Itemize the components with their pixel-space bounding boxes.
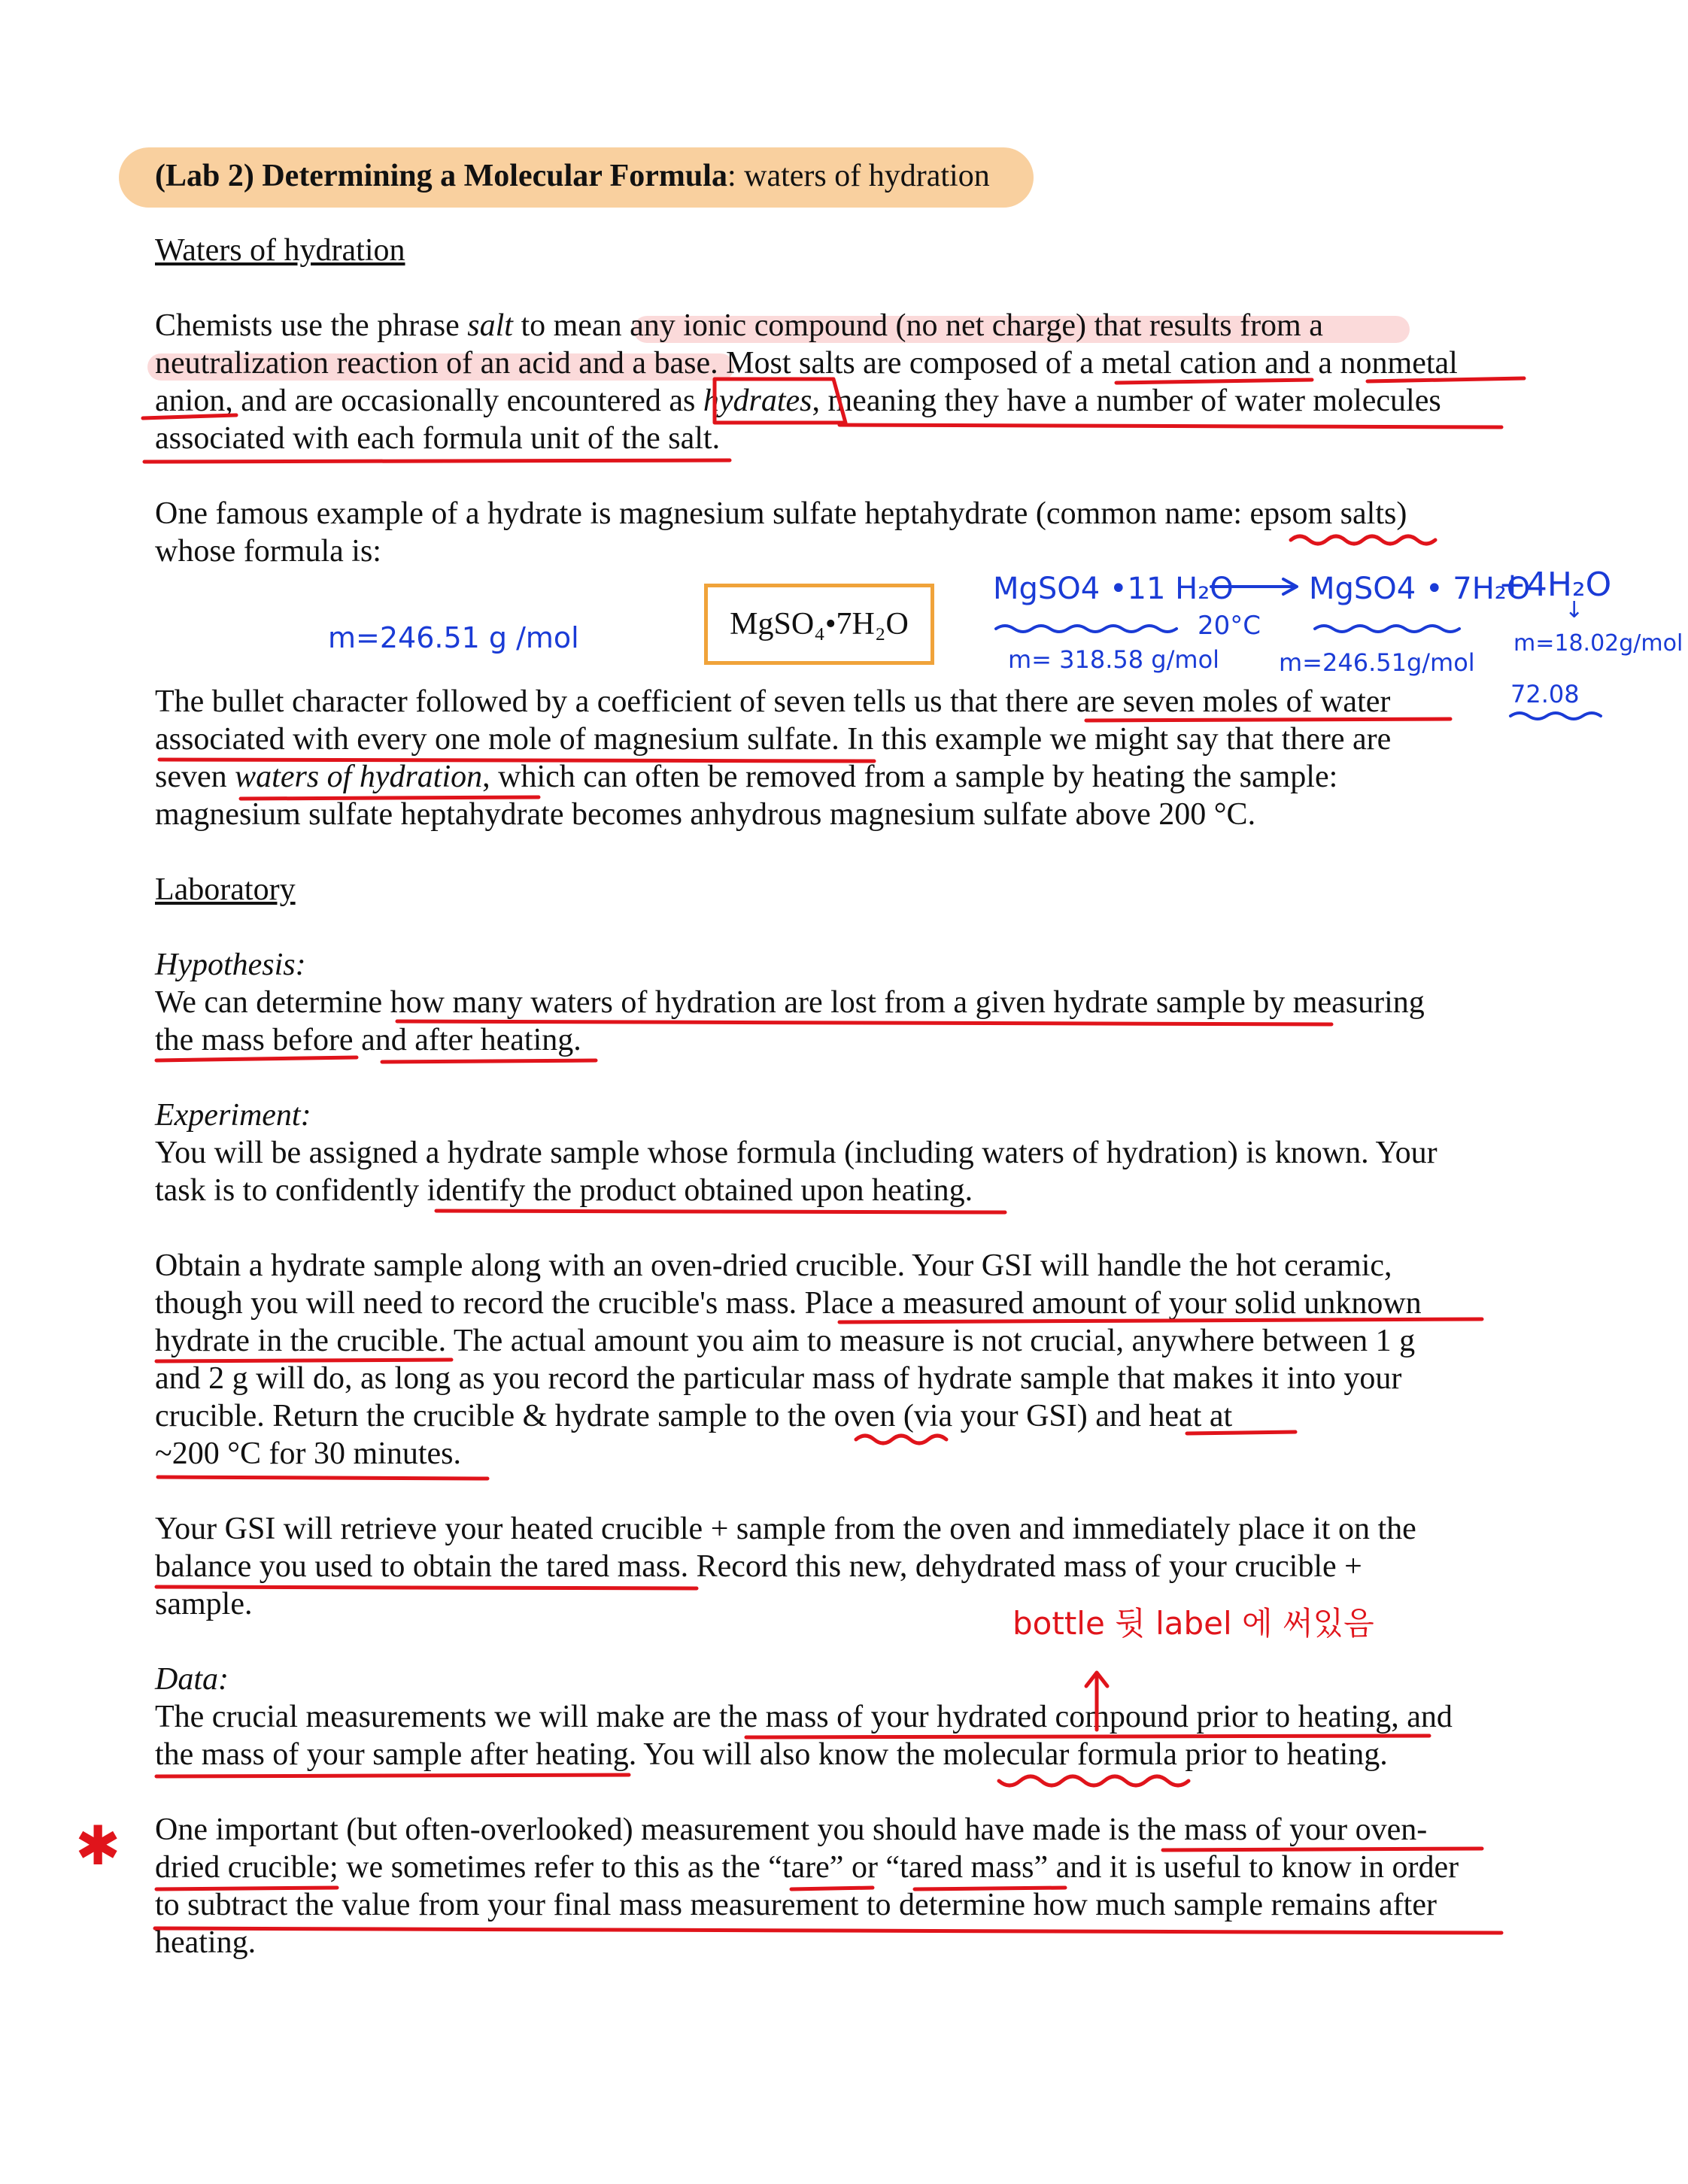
paragraph-salt-line3: [155, 382, 1441, 420]
formula-box: MgSO₄•7H₂O: [704, 584, 934, 665]
underline-formula-unit: [144, 460, 730, 462]
experiment-line2: task is to confidently identify the product obtained upon heating.: [155, 1173, 973, 1208]
procedure-line5: crucible. Return the crucible & hydrate sample to the oven (via your GSI) and heat at: [155, 1399, 1233, 1433]
annotation-mass-left: m=246.51 g /mol: [328, 621, 579, 654]
underline-hypothesis-3: [382, 1060, 596, 1062]
text-span: anion, and are occasionally encountered as: [155, 384, 703, 418]
annotation-product: MgSO4 • 7H₂O: [1309, 572, 1531, 606]
annotation-water: +4H₂O: [1498, 566, 1612, 604]
paragraph-salt-line1: [155, 307, 1323, 344]
paragraph-bullet-line4: magnesium sulfate heptahydrate becomes anhydrous magnesium sulfate above 200 °C.: [155, 797, 1256, 832]
tare-line2: dried crucible; we sometimes refer to this as the “tare” or “tared mass” and it is useful to know in order: [155, 1850, 1459, 1885]
text-span: , which can often be removed from a sample by heating the sample:: [482, 760, 1338, 794]
title-bold: (Lab 2) Determining a Molecular Formula: [155, 159, 727, 193]
squiggle-water-total: [1510, 713, 1601, 719]
squiggle-product: [1315, 626, 1459, 632]
paragraph-salt-line4: associated with each formula unit of the salt.: [155, 421, 721, 456]
hypothesis-label: Hypothesis:: [155, 948, 306, 982]
data-label: Data:: [155, 1662, 229, 1697]
text-span: Chemists use the phrase: [155, 308, 468, 343]
salt-term: salt: [467, 308, 513, 343]
annotation-mass-reactant: m= 318.58 g/mol: [1008, 645, 1220, 674]
reaction-arrow-head: [1283, 579, 1297, 594]
section-heading-waters: Waters of hydration: [155, 233, 405, 268]
data-line1: The crucial measurements we will make are the mass of your hydrated compound prior to heating, and: [155, 1700, 1453, 1734]
annotation-arrow-head: [1086, 1673, 1107, 1686]
procedure-line3: hydrate in the crucible. The actual amount you aim to measure is not crucial, anywhere between 1 g: [155, 1324, 1416, 1358]
waters-term: waters of hydration: [235, 760, 483, 794]
paragraph-bullet-line3: [155, 758, 1337, 796]
experiment-line1: You will be assigned a hydrate sample whose formula (including waters of hydration) is known. Your: [155, 1136, 1438, 1170]
underline-200c: [158, 1477, 487, 1479]
underline-water-molecules: [839, 425, 1501, 427]
section-heading-laboratory: Laboratory: [155, 872, 296, 907]
data-line2: the mass of your sample after heating. You will also know the molecular formula prior to heating.: [155, 1737, 1388, 1772]
star-mark-icon: ✱: [75, 1814, 121, 1877]
annotation-mass-water: m=18.02g/mol: [1513, 630, 1683, 657]
paragraph-example-line1: One famous example of a hydrate is magnesium sulfate heptahydrate (common name: epsom salts): [155, 496, 1407, 531]
procedure-line1: Obtain a hydrate sample along with an oven-dried crucible. Your GSI will handle the hot ceramic,: [155, 1248, 1392, 1283]
text-span: , meaning they have a number of water molecules: [812, 384, 1441, 418]
squiggle-oven: [856, 1436, 946, 1443]
squiggle-reactant: [996, 626, 1176, 632]
experiment-label: Experiment:: [155, 1098, 311, 1133]
text-span: to mean any ionic compound (no net charge) that results from a: [512, 308, 1323, 343]
retrieve-line2: balance you used to obtain the tared mass. Record this new, dehydrated mass of your crucible +: [155, 1549, 1362, 1584]
paragraph-bullet-line1: The bullet character followed by a coefficient of seven tells us that there are seven moles of water: [155, 684, 1391, 719]
title-rest: : waters of hydration: [727, 159, 990, 193]
paragraph-salt-line2: neutralization reaction of an acid and a base. Most salts are composed of a metal cation and a nonmetal: [155, 346, 1458, 381]
annotation-temperature: 20°C: [1198, 611, 1261, 641]
paragraph-example-line2: whose formula is:: [155, 534, 381, 569]
text-span: seven: [155, 760, 235, 794]
retrieve-line3: sample.: [155, 1587, 253, 1621]
squiggle-molecular-formula: [999, 1776, 1189, 1785]
retrieve-line1: Your GSI will retrieve your heated crucible + sample from the oven and immediately place it on the: [155, 1512, 1416, 1546]
annotation-korean-note: bottle 뒷 label 에 써있음: [1012, 1605, 1374, 1642]
underline-after-heating: [156, 1775, 629, 1776]
tare-line3: to subtract the value from your final mass measurement to determine how much sample remains after: [155, 1888, 1437, 1922]
page-title: [155, 155, 990, 197]
hydrates-term: hydrates: [703, 384, 812, 418]
underline-identify-product: [436, 1211, 1005, 1212]
tare-line1: One important (but often-overlooked) measurement you should have made is the mass of your oven-: [155, 1812, 1428, 1847]
procedure-line2: though you will need to record the crucible's mass. Place a measured amount of your solid unknown: [155, 1286, 1422, 1321]
paragraph-bullet-line2: associated with every one mole of magnesium sulfate. In this example we might say that there are: [155, 722, 1392, 757]
procedure-line4: and 2 g will do, as long as you record the particular mass of hydrate sample that makes it into your: [155, 1361, 1402, 1396]
hypothesis-line1: We can determine how many waters of hydration are lost from a given hydrate sample by measuring: [155, 985, 1425, 1020]
annotation-reactant: MgSO4 •11 H₂O: [993, 572, 1234, 606]
tare-line4: heating.: [155, 1925, 257, 1960]
underline-subtract: [155, 1928, 1501, 1933]
annotation-water-total: 72.08: [1510, 680, 1580, 708]
procedure-line6: ~200 °C for 30 minutes.: [155, 1436, 461, 1471]
squiggle-epsom: [1291, 536, 1435, 544]
hypothesis-line2: the mass before and after heating.: [155, 1023, 581, 1057]
annotation-mass-product: m=246.51g/mol: [1279, 648, 1475, 677]
annotation-down-arrow: ↓: [1565, 597, 1584, 623]
